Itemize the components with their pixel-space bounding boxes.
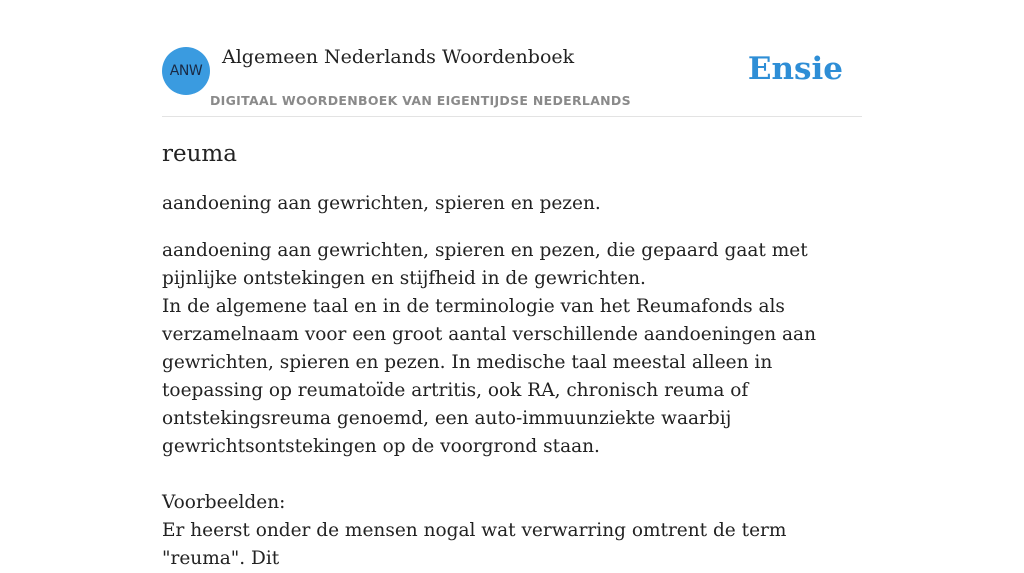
example-item: Er heerst onder de mensen nogal wat verwarring omtrent de term "reuma". Dit: [162, 520, 787, 569]
long-definition-paragraph: In de algemene taal en in de terminologie van het Reumafonds als verzamelnaam voor een groot aantal verschillende aandoeningen aan gewrichten, spieren en pezen. In medische taal meestal alleen in toepassing op reumatoïde artritis, ook RA, chronisch reuma of ontstekingsreuma genoemd, een auto-immuunziekte waarbij gewrichtsontstekingen op de voorgrond staan.: [162, 296, 816, 457]
examples-section: [162, 489, 867, 573]
entry-term: reuma: [162, 141, 237, 167]
examples-heading: Voorbeelden:: [162, 492, 286, 513]
site-header: [162, 40, 862, 117]
short-definition: aandoening aan gewrichten, spieren en pezen.: [162, 193, 601, 214]
site-title[interactable]: Algemeen Nederlands Woordenboek: [222, 46, 575, 68]
entry-content: [162, 138, 867, 573]
logo-text: ANW: [169, 63, 203, 79]
site-subtitle: DIGITAAL WOORDENBOEK VAN EIGENTIJDSE NEDERLANDS: [210, 93, 631, 108]
anw-logo[interactable]: [162, 47, 210, 95]
long-definition: [162, 237, 867, 461]
long-definition-paragraph: aandoening aan gewrichten, spieren en pezen, die gepaard gaat met pijnlijke ontstekingen en stijfheid in de gewrichten.: [162, 240, 808, 289]
ensie-brand-logo[interactable]: Ensie: [747, 51, 843, 87]
